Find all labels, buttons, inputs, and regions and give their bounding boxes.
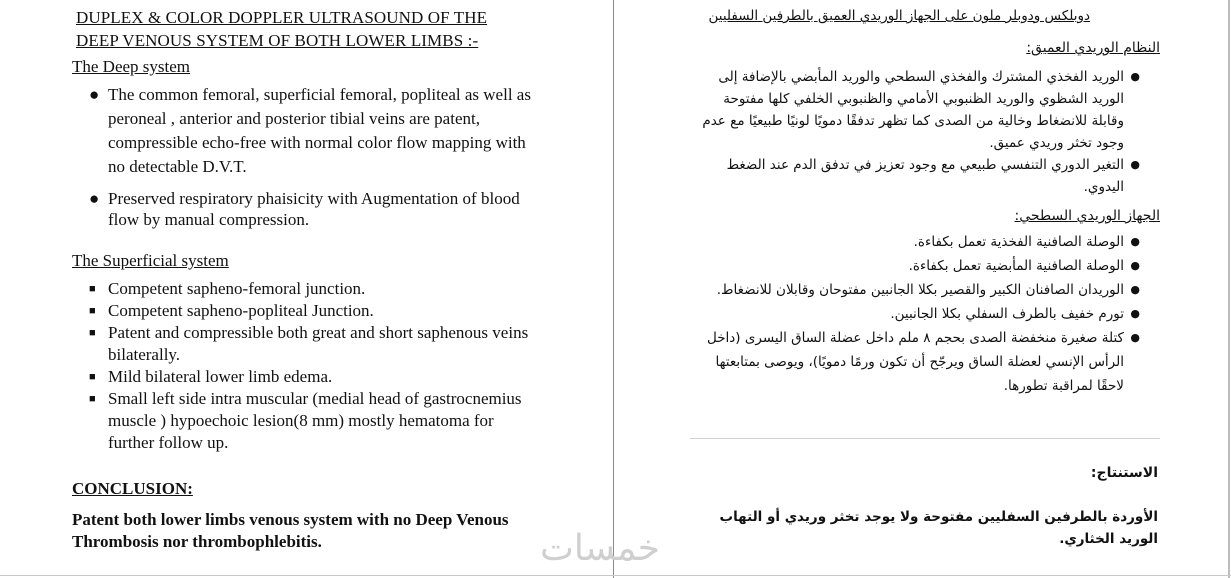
arabic-superficial-item: ● كتلة صغيرة منخفضة الصدى بحجم ٨ ملم داخل عضلة الساق اليسرى (داخل الرأس الإنسي لعضلة الساق ويرجّح أن تكون ورمًا دمويًا)، ويوصى بمتابعتها لاحقًا لمراقبة تطورها. (690, 326, 1160, 398)
arabic-deep-item: ● التغير الدوري التنفسي طبيعي مع وجود تعزيز في تدفق الدم عند الضغط اليدوي. (690, 154, 1160, 198)
bullet-icon: ● (89, 189, 100, 208)
conclusion-heading: CONCLUSION: (72, 479, 193, 498)
arabic-superficial-item: ● تورم خفيف بالطرف السفلي بكلا الجانبين. (690, 302, 1160, 326)
conclusion-text: Patent both lower limbs venous system with no Deep Venous Thrombosis nor thrombophlebitis. (72, 510, 509, 551)
arabic-conclusion-heading: الاستنتاج: (1090, 465, 1158, 481)
arabic-deep-list (690, 66, 1160, 198)
square-bullet-icon: ■ (89, 327, 96, 339)
bullet-icon: ● (1130, 307, 1140, 320)
english-report (72, 6, 542, 553)
bullet-icon: ● (1130, 70, 1140, 83)
page-divider (613, 0, 614, 578)
arabic-conclusion-text: الأوردة بالطرفين السفليين مفتوحة ولا يوجد تخثر وريدي أو التهاب الوريد الخثاري. (719, 509, 1158, 547)
bullet-icon: ● (1130, 158, 1140, 171)
arabic-superficial-item: ● الوصلة الصافنية الفخذية تعمل بكفاءة. (690, 230, 1160, 254)
report-title-line-1: DUPLEX & COLOR DOPPLER ULTRASOUND OF THE (76, 8, 488, 27)
arabic-deep-heading: النظام الوريدي العميق: (1026, 40, 1160, 56)
square-bullet-icon: ■ (89, 283, 96, 295)
arabic-superficial-item: ● الوصلة الصافنية المأبضية تعمل بكفاءة. (690, 254, 1160, 278)
superficial-item: ■ Small left side intra muscular (medial head of gastrocnemius muscle ) hypoechoic lesion(8 mm) mostly hematoma for further follow up. (89, 389, 522, 452)
bullet-icon: ● (1130, 331, 1140, 344)
deep-item: ● Preserved respiratory phaisicity with Augmentation of blood flow by manual compression. (89, 189, 520, 229)
deep-item: ● The common femoral, superficial femoral, popliteal as well as peroneal , anterior and posterior tibial veins are patent, compressible echo-free with normal color flow mapping with no detectable D.V.T. (89, 85, 531, 176)
arabic-report-title: دوبلكس ودوبلر ملون على الجهاز الوريدي العميق بالطرفين السفليين (708, 8, 1090, 24)
deep-system-list (72, 83, 542, 230)
bullet-icon: ● (1130, 283, 1140, 296)
bullet-icon: ● (89, 85, 100, 104)
square-bullet-icon: ■ (89, 305, 96, 317)
report-title-line-2: DEEP VENOUS SYSTEM OF BOTH LOWER LIMBS :- (76, 31, 479, 50)
square-bullet-icon: ■ (89, 371, 96, 383)
superficial-item: ■ Patent and compressible both great and short saphenous veins bilaterally. (89, 323, 529, 364)
arabic-divider (690, 438, 1160, 439)
superficial-system-heading: The Superficial system (72, 251, 229, 270)
superficial-item: ■ Competent sapheno-femoral junction. (89, 279, 366, 298)
superficial-system-list (72, 278, 542, 454)
bullet-icon: ● (1130, 259, 1140, 272)
arabic-superficial-heading: الجهاز الوريدي السطحي: (1014, 208, 1160, 224)
arabic-superficial-item: ● الوريدان الصافنان الكبير والقصير بكلا الجانبين مفتوحان وقابلان للانضغاط. (690, 278, 1160, 302)
arabic-report (690, 6, 1160, 547)
superficial-item: ■ Mild bilateral lower limb edema. (89, 367, 333, 386)
deep-system-heading: The Deep system (72, 57, 191, 76)
arabic-superficial-list (690, 230, 1160, 398)
page-bottom-edge (0, 575, 1231, 576)
bullet-icon: ● (1130, 235, 1140, 248)
arabic-deep-item: ● الوريد الفخذي المشترك والفخذي السطحي والوريد المأبضي بالإضافة إلى الوريد الشظوي والوريد الظنبوبي الأمامي والظنبوبي الخلفي كلها مفتوحة وقابلة للانضغاط وخالية من الصدى كما تظهر تدفقًا دمويًا لونيًا طبيعيًا مع عدم وجود تخثر وريدي عميق. (690, 66, 1160, 154)
square-bullet-icon: ■ (89, 393, 96, 405)
superficial-item: ■ Competent sapheno-popliteal Junction. (89, 301, 374, 320)
page-edge (1228, 0, 1230, 578)
site-watermark: خمسات (540, 528, 661, 569)
